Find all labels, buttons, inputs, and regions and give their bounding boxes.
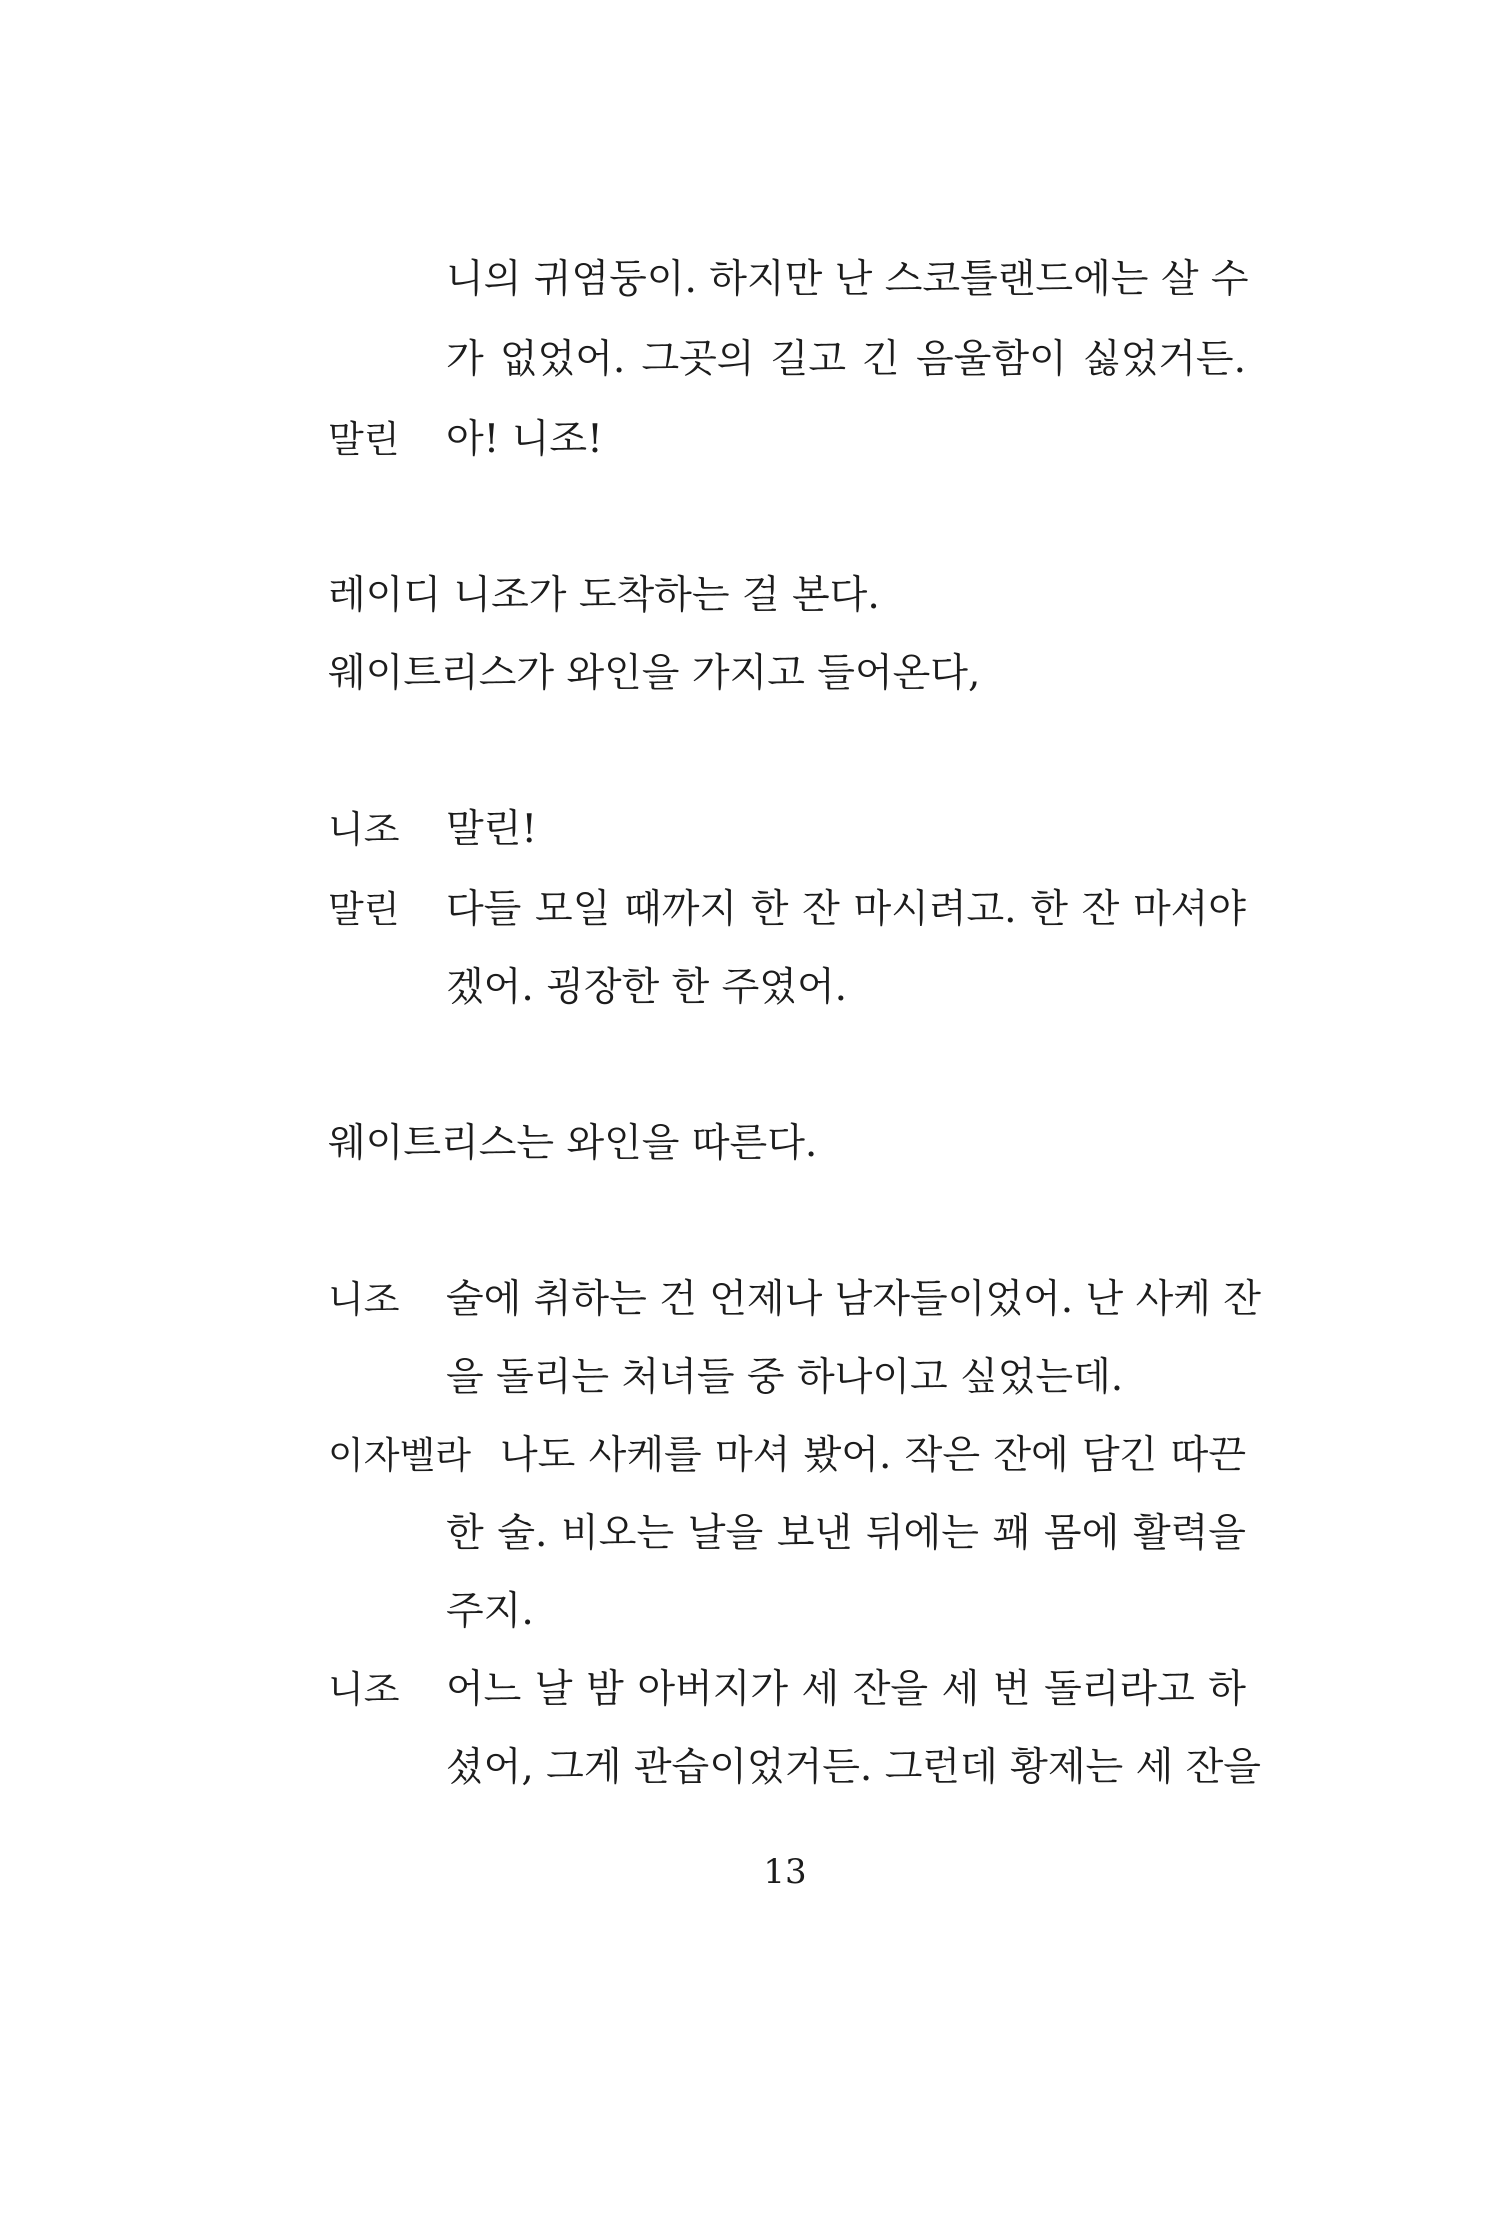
- dialogue-line: 을 돌리는 처녀들 중 하나이고 싶었는데.: [446, 1355, 1124, 1400]
- speaker-name: 이자벨라: [328, 1434, 471, 1477]
- dialogue-line: 니의 귀염둥이. 하지만 난 스코틀랜드에는 살 수: [446, 257, 1249, 302]
- dialogue-line: 어느 날 밤 아버지가 세 잔을 세 번 돌리라고 하: [446, 1667, 1246, 1712]
- dialogue-line: 술에 취하는 건 언제나 남자들이었어. 난 사케 잔: [446, 1277, 1261, 1322]
- speaker-name: 말린: [328, 888, 400, 931]
- dialogue-line: 한 술. 비오는 날을 보낸 뒤에는 꽤 몸에 활력을: [446, 1511, 1246, 1556]
- dialogue-line: 말린!: [446, 807, 538, 852]
- page-number: 13: [763, 1852, 807, 1892]
- stage-direction: 레이디 니조가 도착하는 걸 본다.: [328, 573, 880, 618]
- dialogue-line: 다들 모일 때까지 한 잔 마시려고. 한 잔 마셔야: [446, 887, 1246, 932]
- dialogue-line: 아! 니조!: [446, 417, 603, 462]
- dialogue-line: 주지.: [446, 1589, 534, 1634]
- speaker-name: 니조: [328, 1668, 400, 1711]
- dialogue-line: 셨어, 그게 관습이었거든. 그런데 황제는 세 잔을: [446, 1745, 1261, 1790]
- speaker-name: 니조: [328, 808, 400, 851]
- stage-direction: 웨이트리스는 와인을 따른다.: [328, 1121, 818, 1166]
- dialogue-line: 겠어. 굉장한 한 주였어.: [446, 965, 848, 1010]
- speaker-name: 말린: [328, 418, 400, 461]
- speaker-name: 니조: [328, 1278, 400, 1321]
- dialogue-line: 나도 사케를 마셔 봤어. 작은 잔에 담긴 따끈: [500, 1433, 1246, 1478]
- stage-direction: 웨이트리스가 와인을 가지고 들어온다,: [328, 651, 981, 696]
- dialogue-line: 가 없었어. 그곳의 길고 긴 음울함이 싫었거든.: [446, 337, 1246, 382]
